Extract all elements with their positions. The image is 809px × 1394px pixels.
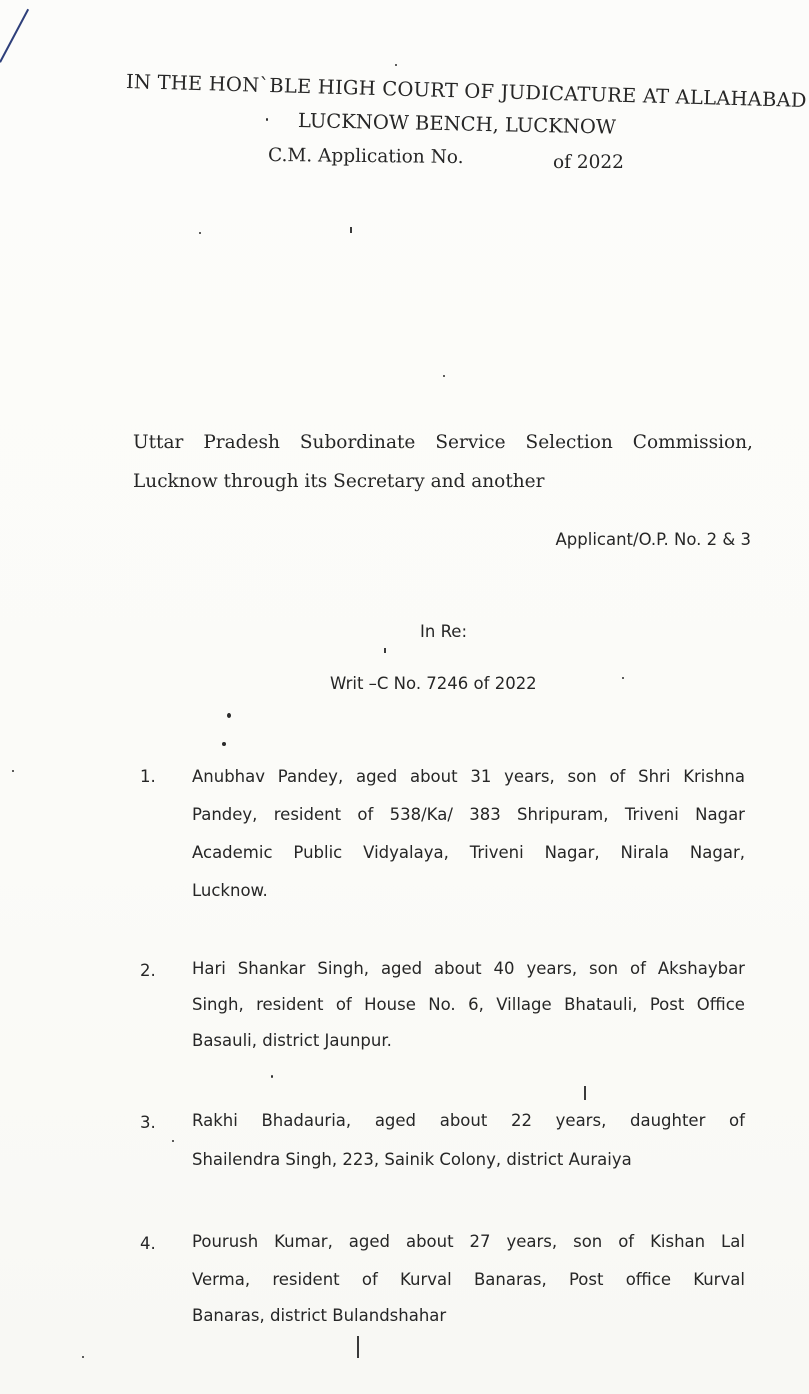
word: Verma, xyxy=(192,1270,251,1289)
word: Banaras, xyxy=(473,1270,547,1289)
list-item-line: Basauli, district Jaunpur. xyxy=(192,1031,392,1050)
word: Village xyxy=(496,995,552,1014)
scan-speck xyxy=(266,118,268,121)
court-bench: LUCKNOW BENCH, LUCKNOW xyxy=(297,109,617,139)
word: Academic xyxy=(192,843,273,862)
court-name: IN THE HON`BLE HIGH COURT OF JUDICATURE AT ALLAHABAD xyxy=(125,70,807,113)
word: son xyxy=(588,959,619,978)
word: 383 xyxy=(469,805,501,824)
margin-pen-stroke xyxy=(0,0,29,63)
list-item-line xyxy=(192,959,745,979)
word: Post xyxy=(649,995,685,1014)
word: Shripuram, xyxy=(517,805,609,824)
word: Kishan xyxy=(650,1232,706,1251)
scan-speck xyxy=(357,1336,359,1358)
scan-speck xyxy=(271,1075,273,1078)
word: Service xyxy=(435,432,506,453)
word: aged xyxy=(380,959,423,978)
scan-speck xyxy=(172,1140,174,1142)
word: 40 xyxy=(493,959,515,978)
word: office xyxy=(625,1270,671,1289)
scan-speck xyxy=(395,64,397,66)
scan-speck xyxy=(12,770,14,772)
list-item-number: 3. xyxy=(140,1113,156,1132)
word: Krishna xyxy=(683,767,745,786)
application-year: of 2022 xyxy=(553,152,624,173)
word: about xyxy=(434,959,482,978)
word: Nirala xyxy=(620,843,670,862)
word: Uttar xyxy=(133,432,184,453)
word: Post xyxy=(568,1270,604,1289)
word: Shri xyxy=(638,767,671,786)
scan-speck xyxy=(350,227,352,233)
scan-speck xyxy=(622,677,624,679)
word: son xyxy=(567,767,597,786)
word: years, xyxy=(504,767,555,786)
word: resident xyxy=(273,805,342,824)
word: son xyxy=(573,1232,603,1251)
word: Commission, xyxy=(632,432,753,453)
word: of xyxy=(335,995,352,1014)
list-item-line xyxy=(192,1111,745,1131)
word: Nagar, xyxy=(689,843,745,862)
word: aged xyxy=(374,1111,417,1130)
list-item-number: 4. xyxy=(140,1234,156,1253)
word: about xyxy=(409,767,458,786)
word: 22 xyxy=(510,1111,532,1130)
word: aged xyxy=(348,1232,391,1251)
word: Office xyxy=(696,995,745,1014)
word: Selection xyxy=(525,432,613,453)
list-item-line xyxy=(192,767,745,787)
scan-speck xyxy=(222,742,226,746)
word: Subordinate xyxy=(299,432,416,453)
word: years, xyxy=(555,1111,607,1130)
word: House xyxy=(364,995,416,1014)
list-item-line xyxy=(192,1232,745,1252)
word: 538/Ka/ xyxy=(389,805,453,824)
word: 27 xyxy=(469,1232,491,1251)
applicant-role: Applicant/O.P. No. 2 & 3 xyxy=(555,530,751,549)
list-item-line: Lucknow. xyxy=(192,881,268,900)
word: years, xyxy=(526,959,578,978)
word: of xyxy=(729,1111,745,1130)
list-item-line xyxy=(192,805,745,825)
applicant-name-line1 xyxy=(133,432,753,453)
word: of xyxy=(630,959,646,978)
word: Pradesh xyxy=(203,432,280,453)
word: resident xyxy=(272,1270,340,1289)
word: daughter xyxy=(629,1111,706,1130)
word: of xyxy=(609,767,626,786)
word: about xyxy=(439,1111,488,1130)
list-item-line xyxy=(192,1270,745,1290)
application-number-label: C.M. Application No. xyxy=(267,144,464,169)
word: Lal xyxy=(721,1232,745,1251)
word: aged xyxy=(355,767,398,786)
list-item-line xyxy=(192,995,745,1015)
applicant-name-line2: Lucknow through its Secretary and another xyxy=(133,471,545,492)
word: Nagar xyxy=(695,805,745,824)
word: Kumar, xyxy=(274,1232,333,1251)
word: 6, xyxy=(468,995,484,1014)
word: Triveni xyxy=(624,805,679,824)
word: Nagar, xyxy=(544,843,600,862)
writ-number: Writ –C No. 7246 of 2022 xyxy=(330,674,537,693)
scan-speck xyxy=(384,648,386,653)
scan-speck xyxy=(227,713,231,718)
word: of xyxy=(357,805,374,824)
word: Shankar xyxy=(237,959,306,978)
list-item-number: 2. xyxy=(140,961,156,980)
word: Anubhav xyxy=(192,767,266,786)
word: Vidyalaya, xyxy=(363,843,449,862)
list-item-line: Shailendra Singh, 223, Sainik Colony, district Auraiya xyxy=(192,1150,632,1169)
word: of xyxy=(361,1270,378,1289)
word: 31 xyxy=(470,767,492,786)
word: Singh, xyxy=(192,995,244,1014)
word: about xyxy=(405,1232,454,1251)
word: resident xyxy=(256,995,324,1014)
word: Kurval xyxy=(693,1270,745,1289)
scan-speck xyxy=(443,375,445,377)
list-item-line: Banaras, district Bulandshahar xyxy=(192,1306,447,1325)
list-item-line xyxy=(192,843,745,863)
word: Bhatauli, xyxy=(564,995,638,1014)
word: Hari xyxy=(192,959,226,978)
word: Pourush xyxy=(192,1232,259,1251)
word: of xyxy=(618,1232,635,1251)
word: Akshaybar xyxy=(657,959,745,978)
word: Rakhi xyxy=(192,1111,238,1130)
word: Triveni xyxy=(469,843,524,862)
word: Bhadauria, xyxy=(261,1111,352,1130)
scan-speck xyxy=(199,232,201,234)
scan-speck xyxy=(584,1086,586,1100)
word: years, xyxy=(506,1232,558,1251)
word: Kurval xyxy=(400,1270,452,1289)
scan-speck xyxy=(82,1356,84,1358)
word: Pandey, xyxy=(277,767,344,786)
in-re-label: In Re: xyxy=(420,622,468,641)
word: No. xyxy=(428,995,456,1014)
word: Public xyxy=(293,843,343,862)
word: Singh, xyxy=(317,959,370,978)
list-item-number: 1. xyxy=(140,767,156,786)
word: Pandey, xyxy=(192,805,258,824)
